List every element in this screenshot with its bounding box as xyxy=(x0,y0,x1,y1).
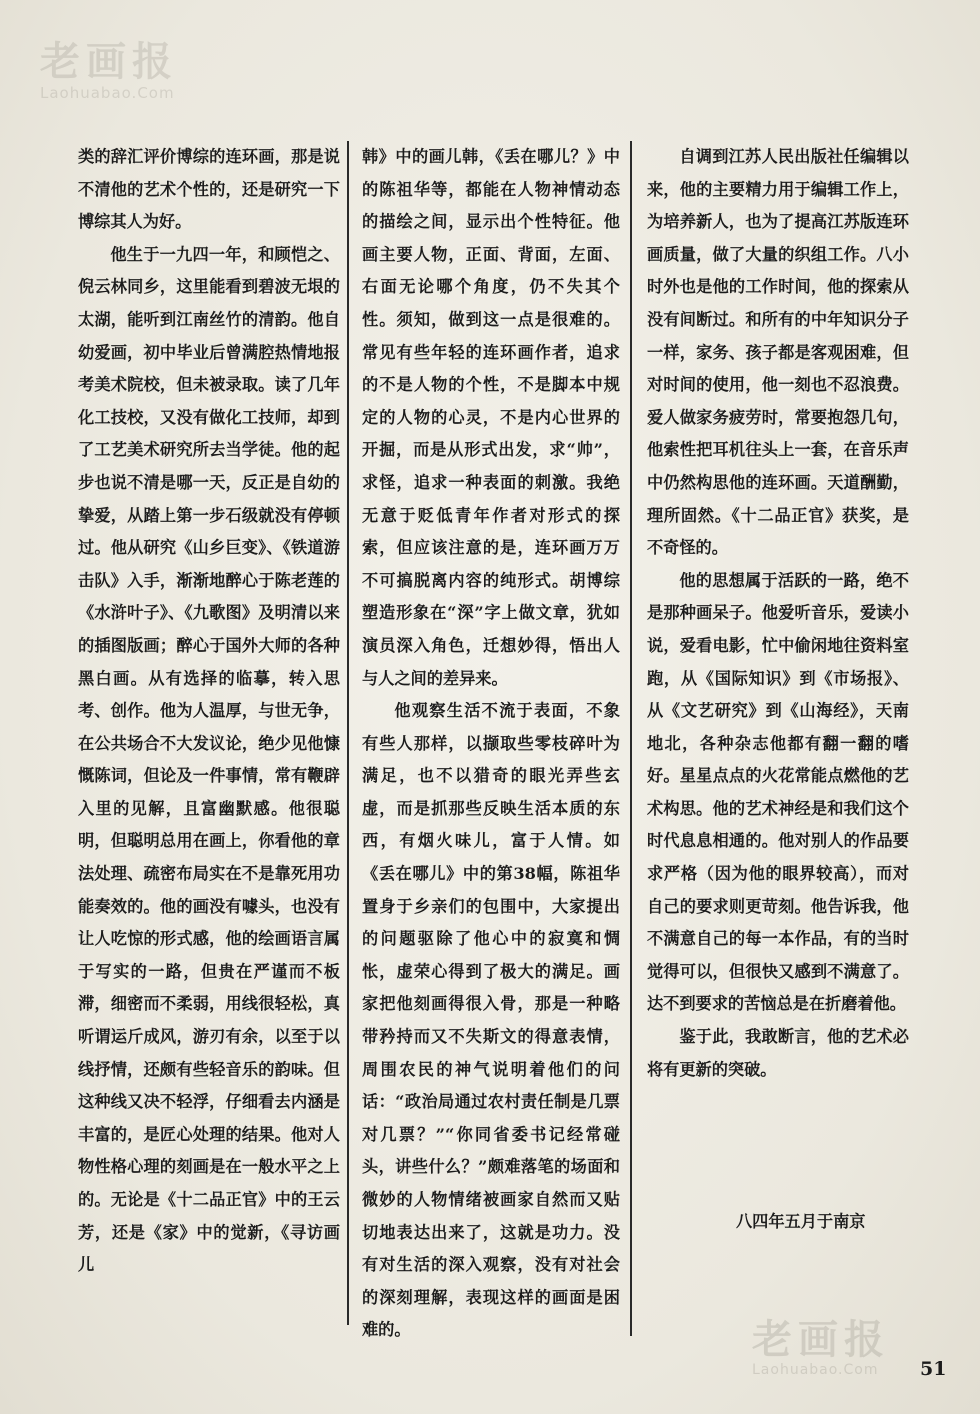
text-column-2 xyxy=(362,141,620,1341)
paragraph: 他观察生活不流于表面，不象有些人那样，以撷取些零枝碎叶为满足，也不以猎奇的眼光弄些玄虚，而是抓那些反映生活本质的东西，有烟火味儿，富于人情。如《丢在哪儿》中的第38幅，陈祖华置身于乡亲们的包围中，大家提出的问题驱除了他心中的寂寞和惆怅，虚荣心得到了极大的满足。画家把他刻画得很入骨，那是一种略带矜持而又不失斯文的得意表情，周围农民的神气说明着他们的问话：“政治局通过农村责任制是几票对几票？”“你同省委书记经常碰头，讲些什么？”颇难落笔的场面和微妙的人物情绪被画家自然而又贴切地表达出来了，这就是功力。没有对生活的深入观察，没有对社会的深刻理解，表现这样的画面是困难的。 xyxy=(362,701,620,1340)
text-column-3 xyxy=(647,141,909,1341)
paragraph: 韩》中的画儿韩，《丢在哪儿？》中的陈祖华等，都能在人物神情动态的描绘之间，显示出个性特征。他画主要人物，正面、背面，左面、右面无论哪个角度，仍不失其个性。须知，做到这一点是很难的。常见有些年轻的连环画作者，追求的不是人物的个性，不是脚本中规定的人物的心灵，不是内心世界的开掘，而是从形式出发，求“帅”，求怪，追求一种表面的刺激。我绝无意于贬低青年作者对形式的探索，但应该注意的是，连环画万万不可搞脱离内容的纯形式。胡博综塑造形象在“深”字上做文章，犹如演员深入角色，迁想妙得，悟出人与人之间的差异来。 xyxy=(362,147,620,688)
paragraph: 他生于一九四一年，和顾恺之、倪云林同乡，这里能看到碧波无垠的太湖，能听到江南丝竹的清韵。他自幼爱画，初中毕业后曾满腔热情地报考美术院校，但未被录取。读了几年化工技校，又没有做化工技师，却到了工艺美术研究所去当学徒。他的起步也说不清是哪一天，反正是自幼的挚爱，从踏上第一步石级就没有停顿过。他从研究《山乡巨变》、《铁道游击队》入手，渐渐地醉心于陈老莲的《水浒叶子》、《九歌图》及明清以来的插图版画；醉心于国外大师的各种黑白画。从有选择的临摹，转入思考、创作。他为人温厚，与世无争，在公共场合不大发议论，绝少见他慷慨陈词，但论及一件事情，常有鞭辟入里的见解，且富幽默感。他很聪明，但聪明总用在画上，你看他的章法处理、疏密布局实在不是靠死用功能奏效的。他的画没有噱头，也没有让人吃惊的形式感，他的绘画语言属于写实的一路，但贵在严谨而不板滞，细密而不柔弱，用线很轻松，真听谓运斤成风，游刃有余，以至于以线抒情，还颇有些轻音乐的韵味。但这种线又决不轻浮，仔细看去内涵是丰富的，是匠心处理的结果。他对人物性格心理的刻画是在一般水平之上的。无论是《十二品正官》中的王云芳，还是《家》中的觉新，《寻访画儿 xyxy=(78,244,340,1275)
paragraph: 自调到江苏人民出版社任编辑以来，他的主要精力用于编辑工作上，为培养新人，也为了提高江苏版连环画质量，做了大量的织组工作。八小时外也是他的工作时间，他的探索从没有间断过。和所有的中年知识分子一样，家务、孩子都是客观困难，但对时间的使用，他一刻也不忍浪费。爱人做家务疲劳时，常要抱怨几句，他索性把耳机往头上一套，在音乐声中仍然构思他的连环画。天道酬勤，理所固然。《十二品正官》获奖，是不奇怪的。 xyxy=(647,147,909,558)
paragraph: 他的思想属于活跃的一路，绝不是那种画呆子。他爱听音乐，爱读小说，爱看电影，忙中偷闲地往资料室跑，从《国际知识》到《市场报》、从《文艺研究》到《山海经》，天南地北，各种杂志他都有翻一翻的嗜好。星星点点的火花常能点燃他的艺术构思。他的艺术神经是和我们这个时代息息相通的。他对别人的作品要求严格（因为他的眼界较高），而对自己的要求则更苛刻。他告诉我，他不满意自己的每一本作品，有的当时觉得可以，但很快又感到不满意了。达不到要求的苦恼总是在折磨着他。 xyxy=(647,570,909,1014)
date-signature: 八四年五月于南京 xyxy=(736,1212,866,1231)
column-divider xyxy=(630,141,632,1336)
watermark-top xyxy=(40,40,240,102)
paragraph: 鉴于此，我敢断言，他的艺术必将有更新的突破。 xyxy=(647,1027,909,1079)
column-divider xyxy=(347,141,349,1325)
page-number: 51 xyxy=(920,1358,947,1380)
text-column-1 xyxy=(78,141,340,1341)
watermark-url: Laohuabao.Com xyxy=(752,1362,879,1378)
paragraph: 类的辞汇评价博综的连环画，那是说不清他的艺术个性的，还是研究一下博综其人为好。 xyxy=(78,147,340,232)
watermark-title: 老画报 xyxy=(40,39,178,85)
watermark-title: 老画报 xyxy=(752,1317,890,1363)
watermark-url: Laohuabao.Com xyxy=(40,84,175,102)
